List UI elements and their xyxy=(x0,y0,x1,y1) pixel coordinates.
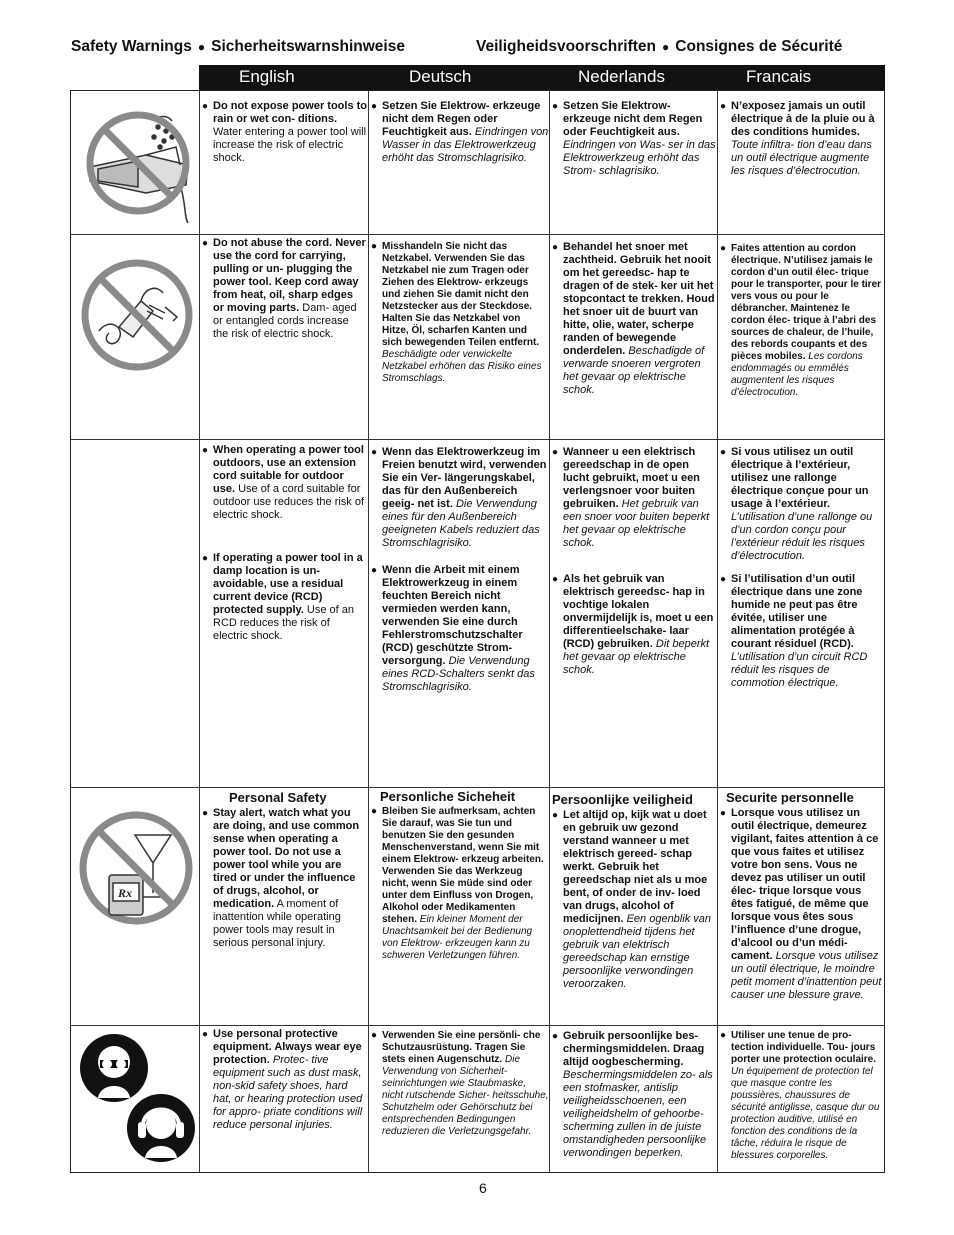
row1-nl xyxy=(552,100,716,178)
section-heading: Securite personnelle xyxy=(726,790,854,805)
warning-bold: Lorsque vous utilisez un outil électrique, demeurez vigilant, faites attention à ce que vous faites et utilisez votre bon sens. Vous ne devez pas utiliser un outil élec- trique lorsque vous êtes fatigué, de même que lorsque vous êtes sous l’influence d’une drogue, d’alcool ou d’un médi- cament. xyxy=(731,807,879,962)
warning-text: Dam- aged or entangled cords increase the risk of electric shock. xyxy=(213,302,357,340)
warning-italic: Toute infiltra- tion d’eau dans un outil électrique augmente les risques d’électrocution. xyxy=(731,139,872,177)
warning-italic: Het gebruik van een snoer voor buiten beperkt het gevaar op elektrische schok. xyxy=(563,498,710,549)
column-divider xyxy=(717,91,718,1172)
lang-deutsch: Deutsch xyxy=(409,67,472,86)
warning-bold: Gebruik persoonlijke bes- chermingsmiddelen. Draag altijd oogbescherming. xyxy=(563,1030,705,1068)
row-divider xyxy=(71,234,884,235)
warning-italic: Eindringen von Was- ser in das Elektrowerkzeug erhöht das Strom- schlagrisiko. xyxy=(563,139,716,177)
warning-italic: Beschermingsmiddelen zo- als een stofmasker, antislip veiligheidsschoenen, een veiligheidshelm of gehoorbe- scherming zullen in de juiste omstandigheden persoonlijke verwondingen beperken. xyxy=(563,1069,713,1159)
warning-bold: Use personal protective equipment. Always wear eye protection. xyxy=(213,1028,362,1066)
row4-fr xyxy=(720,791,884,1002)
row2-en xyxy=(202,237,367,341)
ear-protection-icon xyxy=(125,1092,197,1164)
title-en: Safety Warnings xyxy=(71,38,192,55)
warning-text: Use of an RCD reduces the risk of electric shock. xyxy=(213,604,355,642)
header-left xyxy=(71,38,405,56)
warning-text: Use of a cord suitable for outdoor use reduces the risk of electric shock. xyxy=(213,483,365,521)
row3-nl xyxy=(552,446,716,677)
row4-en xyxy=(202,791,367,950)
warning-bold: Let altijd op, kijk wat u doet en gebruik uw gezond verstand wanneer u met elektrisch gereed- schap werkt. Gebruik het gereedschap niet als u moe bent, of onder de inv- loed van drugs, alcohol of medicijnen. xyxy=(563,809,708,925)
warning-bold: Si l’utilisation d’un outil électrique dans une zone humide ne peut pas être évitée, utiliser une alimentation protégée à courant résiduel (RCD). xyxy=(731,573,863,650)
section-heading: Personal Safety xyxy=(229,790,327,805)
row2-de xyxy=(371,241,549,385)
warning-italic: Un équipement de protection tel que masque contre les poussières, chaussures de sécurité antiglisse, casque dur ou protection auditive, utilisé en fonction des conditions de la tâche, réduira le risque de blessures corporelles. xyxy=(731,1066,880,1161)
section-heading: Persoonlijke veiligheid xyxy=(552,793,693,807)
warning-text: Water entering a power tool will increase the risk of electric shock. xyxy=(213,126,367,164)
bullet: ● xyxy=(197,40,206,54)
warning-bold: Wanneer u een elektrisch gereedschap in de open lucht gebruikt, moet u een verlengsnoer voor buiten gebruiken. xyxy=(563,446,700,510)
title-nl: Veiligheidsvoorschriften xyxy=(476,38,657,55)
warning-bold: N’exposez jamais un outil électrique à de la pluie ou à des conditions humides. xyxy=(731,100,875,138)
warning-bold: If operating a power tool in a damp location is un- avoidable, use a residual current device (RCD) protected supply. xyxy=(213,552,363,616)
warning-italic: L’utilisation d’une rallonge ou d’un cordon conçu pour l’extérieur réduit les risques d’électrocution. xyxy=(731,511,873,562)
row5-fr xyxy=(720,1030,884,1162)
rx-label-icon: Rx xyxy=(118,886,133,900)
row4-de xyxy=(371,791,549,962)
warning-bold: Wenn das Elektrowerkzeug im Freien benutzt wird, verwenden Sie ein Ver- längerungskabel, das für den Außenbereich geeig- net ist. xyxy=(382,446,547,510)
warning-italic: Ein kleiner Moment der Unachtsamkeit bei der Bedienung von Elektrow- erkzeugen kann zu schweren Verletzungen führen. xyxy=(382,914,533,961)
row-divider xyxy=(71,1025,884,1026)
column-divider xyxy=(549,91,550,1172)
warning-italic: Beschädigte oder verwickelte Netzkabel erhöhen das Risiko eines Stromschlags. xyxy=(382,349,542,384)
row1-en xyxy=(202,100,367,165)
warning-bold: Setzen Sie Elektrow- erkzeuge nicht dem Regen oder Feuchtigkeit aus. xyxy=(382,100,541,138)
warning-italic: Die Verwendung von Sicherheit- seinrichtungen wie Staubmaske, nicht rutschende Sicher- heitsschuhe, Schutzhelm oder Gehörschutz bei entsprechenden Bedingungen reduzieren die Verletzungsgefahr. xyxy=(382,1054,549,1137)
warning-bold: Bleiben Sie aufmerksam, achten Sie darauf, was Sie tun und benutzen Sie den gesunden Menschenverstand, wenn Sie mit einem Elektrow- erkzeug arbeiten. Verwenden Sie das Werkzeug nicht, wenn Sie müde sind oder unter dem Einfluss von Drogen, Alkohol oder Medikamenten stehen. xyxy=(382,806,544,925)
row5-nl xyxy=(552,1030,716,1160)
no-cord-abuse-icon xyxy=(79,257,195,373)
warning-bold: Do not expose power tools to rain or wet con- ditions. xyxy=(213,100,368,125)
row2-fr xyxy=(720,243,884,399)
column-divider xyxy=(199,91,200,1172)
warning-bold: Misshandeln Sie nicht das Netzkabel. Verwenden Sie das Netzkabel nie zum Tragen oder Ziehen des Elektrow- erkzeugs und ziehen Sie damit nicht den Netzstecker aus der Steckdose. Halten Sie das Netzkabel von Hitze, Öl, scharfen Kanten und sich bewegenden Teilen entfernt. xyxy=(382,241,540,348)
warning-italic: Protec- tive equipment such as dust mask, non-skid safety shoes, hard hat, or hearing protection used for appro- priate conditions will reduce personal injuries. xyxy=(213,1054,363,1131)
warning-bold: Wenn die Arbeit mit einem Elektrowerkzeug in einem feuchten Bereich nicht vermieden werden kann, verwenden Sie eine durch Fehlerstromschutzschalter (RCD) geschützte Strom- versorgung. xyxy=(382,564,523,667)
warning-italic: Die Verwendung eines RCD-Schalters senkt das Stromschlagrisiko. xyxy=(382,655,535,693)
column-divider xyxy=(368,91,369,1172)
row-divider xyxy=(71,787,884,788)
warning-italic: Dit beperkt het gevaar op elektrische schok. xyxy=(563,638,710,676)
no-rain-tool-icon xyxy=(76,107,194,225)
lang-francais: Francais xyxy=(746,67,812,86)
row3-fr xyxy=(720,446,884,690)
warning-italic: Een ogenblik van onoplettendheid tijdens het gebruik van elektrisch gereedschap kan ernstige persoonlijke verwondingen veroorzaken. xyxy=(563,913,711,990)
row5-en xyxy=(202,1028,367,1132)
row3-de xyxy=(371,446,549,694)
row1-fr xyxy=(720,100,884,178)
lang-english: English xyxy=(239,67,295,86)
lang-nederlands: Nederlands xyxy=(578,67,665,86)
warning-bold: Setzen Sie Elektrow- erkzeuge nicht dem Regen oder Feuchtigkeit aus. xyxy=(563,100,703,138)
title-fr: Consignes de Sécurité xyxy=(675,38,843,55)
row1-de xyxy=(371,100,549,165)
warning-bold: Als het gebruik van elektrisch gereedsc- hap in vochtige lokalen onvermijdelijk is, moet u een differentieelschake- laar (RCD) gebruiken. xyxy=(563,573,714,650)
row4-nl xyxy=(552,793,716,991)
warning-bold: Faites attention au cordon électrique. N’utilisez jamais le cordon d’un outil élec- trique pour le transporter, pour le tirer vers vous ou pour le débrancher. Maintenez le cordon élec- trique à l’abri des sources de chaleur, de l’huile, des rebords coupants et des pièces mobiles. xyxy=(731,243,882,362)
warning-italic: Lorsque vous utilisez un outil électrique, le moindre petit moment d’inattention peut causer une blessure grave. xyxy=(731,950,882,1001)
section-heading: Personliche Sicheheit xyxy=(380,789,516,804)
warning-italic: Eindringen von Wasser in das Elektrowerkzeug erhöht das Stromschlagrisiko. xyxy=(382,126,549,164)
warning-bold: Si vous utilisez un outil électrique à l’extérieur, utilisez une rallonge électrique conçue pour un usage à l’extérieur. xyxy=(731,446,869,510)
warning-italic: Die Verwendung eines für den Außenbereich geeigneten Kabels reduziert das Stromschlagrisiko. xyxy=(382,498,540,549)
warning-italic: Les cordons endommagés ou emmêlés augmentent les risques d’électrocution. xyxy=(731,351,863,398)
warnings-table xyxy=(70,90,885,1173)
warning-bold: Behandel het snoer met zachtheid. Gebruik het nooit om het gereedsc- hap te dragen of de stek- ker uit het stopcontact te trekken. Houd het snoer uit de buurt van hitte, olie, water, scherpe randen of bewegende onderdelen. xyxy=(563,241,715,357)
warning-bold: Stay alert, watch what you are doing, and use common sense when operating a power tool. Do not use a power tool while you are tired or under the influence of drugs, alcohol, or medication. xyxy=(213,807,360,910)
warning-bold: Utiliser une tenue de pro- tection individuelle. Tou- jours porter une protection oculaire. xyxy=(731,1030,877,1065)
row2-nl xyxy=(552,241,716,397)
warning-italic: Beschadigde of verwarde snoeren vergroten het gevaar op elektrische schok. xyxy=(563,345,705,396)
row3-en xyxy=(202,444,367,643)
warning-bold: Do not abuse the cord. Never use the cord for carrying, pulling or un- plugging the power tool. Keep cord away from heat, oil, sharp edges or moving parts. xyxy=(213,237,366,314)
warning-text: A moment of inattention while operating power tools may result in serious personal injury. xyxy=(213,898,341,949)
header-right xyxy=(476,38,842,56)
row5-de xyxy=(371,1030,549,1138)
language-header-bar xyxy=(199,65,885,90)
bullet: ● xyxy=(662,40,670,54)
warning-bold: Verwenden Sie eine persönli- che Schutzausrüstung. Tragen Sie stets einen Augenschutz. xyxy=(382,1030,541,1065)
warning-bold: When operating a power tool outdoors, use an extension cord suitable for outdoor use. xyxy=(213,444,364,495)
title-de: Sicherheitswarnshinweise xyxy=(211,38,405,55)
warning-italic: L’utilisation d’un circuit RCD réduit les risques de commotion électrique. xyxy=(731,651,868,689)
no-drugs-alcohol-icon xyxy=(77,809,195,927)
page-number: 6 xyxy=(479,1180,487,1196)
row-divider xyxy=(71,439,884,440)
